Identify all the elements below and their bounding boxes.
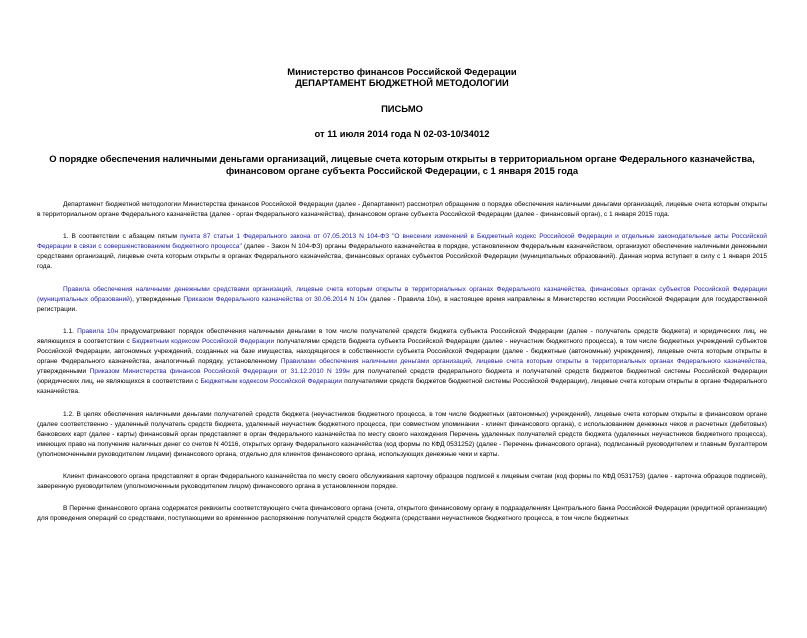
paragraph-1-1: [37, 327, 767, 398]
document-type: ПИСЬМО: [381, 103, 423, 114]
text: получателями средств бюджета субъекта Российской Федерации (далее - неучастник бюджетного процесса), в том числе бюджетных учреждений субъектов Российской Федерации, автономных учреждений, созданных на базе имущества, находящегося в собственности субъекта Российской Федерации (далее - бюджетные (автономные) учреждения), лицевые счета которым открыты в органе Федерального казначейства, аналогичный порядку, установленному: [37, 337, 767, 366]
rules-10n-link[interactable]: Правила 10н: [77, 327, 118, 335]
paragraph-1: [37, 232, 767, 272]
paragraph-list: В Перечне финансового органа содержатся реквизиты соответствующего счета финансового органа (счета, открытого финансовому органу в подразделениях Центрального банка Российской Федерации (кредитной организации) для проведения операций со средствами, поступающими во временное распоряжение получателей средств бюджета (средствами неучастников бюджетного процесса, в том числе бюджетных: [37, 505, 767, 523]
document-page: [0, 67, 807, 638]
text: , утвержденные: [132, 295, 184, 303]
text: , утвержденными: [37, 358, 767, 376]
document-title: О порядке обеспечения наличными деньгами организаций, лицевые счета которым открыты в территориальном органе Федерального казначейства, финансовом органе субъекта Российской Федерации, с 1 января 2015 года: [49, 153, 755, 176]
order-199n-link[interactable]: Приказом Министерства финансов Российской Федерации от 31.12.2010 N 199н: [89, 368, 350, 376]
text: 1.1.: [63, 327, 78, 335]
paragraph-2: [37, 285, 767, 315]
text: получателями средств бюджетов бюджетной системы Российской Федерации), лицевые счета которым открыты в органе Федерального казначейства.: [37, 378, 767, 396]
document-date-number: от 11 июля 2014 года N 02-03-10/34012: [314, 127, 490, 139]
paragraph-1-2: 1.2. В целях обеспечения наличными деньгами получателей средств бюджета (неучастников бюджетного процесса, в том числе бюджетных (автономных) учреждений), лицевые счета которым открыты в финансовом органе (далее соответственно - удаленный получатель средств бюджета, удаленный неучастник бюджетного процесса, при совместном упоминании - клиент финансового органа), с использованием денежных чеков и расчетных (дебетовых) банковских карт (далее - карты) финансовый орган представляет в орган Федерального казначейства по месту своего нахождения Перечень удаленных получателей средств бюджета (удаленных неучастников бюджетного процесса), имеющих право на получение наличных денег со счетов N 40116, открытых органу Федерального казначейства (код формы по КФД 0531252) (далее - Перечень финансового органа), подписанный руководителем и главным бухгалтером (уполномоченными руководителем лицами) финансового органа, отдельно для клиентов финансового органа, использующих денежные чеки и карты.: [37, 410, 767, 458]
text: предусматривают порядок обеспечения наличными деньгами в том числе получателей средств бюджета субъекта Российской Федерации (далее - получатель средств бюджета) и юридических лиц, не являющихся в соответствии с: [37, 327, 767, 345]
paragraph-intro: Департамент бюджетной методологии Министерства финансов Российской Федерации (далее - Департамент) рассмотрел обращение о порядке обеспечения наличными деньгами организаций, лицевые счета которым открыты в территориальном органе Федерального казначейства (далее - орган Федерального казначейства), финансовом органе субъекта Российской Федерации (далее - финансовый орган), с 1 января 2015 года.: [37, 201, 767, 219]
law-104-fz-link[interactable]: пункта 87 статьи 1 Федерального закона от 07.05.2013 N 104-ФЗ "О внесении изменений в Бюджетный кодекс Российской Федерации и отдельные законодательные акты Российской Федерации в связи с совершенствованием бюджетного процесса": [37, 233, 767, 251]
budget-code-link[interactable]: Бюджетным кодексом Российской Федерации: [132, 337, 275, 345]
text: (далее - Правила 10н), в настоящее время направлены в Министерство юстиции Российской Федерации для государственной регистрации.: [37, 295, 768, 313]
text: для получателей средств федерального бюджета и получателей средств бюджетов бюджетной системы Российской Федерации (юридических лиц, не являющихся в соответствии с: [37, 368, 768, 386]
rules-cash-link[interactable]: Правилами обеспечения наличными деньгами организаций, лицевые счета которым открыты в территориальных органах Федерального казначейства: [280, 358, 766, 366]
department-name: ДЕПАРТАМЕНТ БЮДЖЕТНОЙ МЕТОДОЛОГИИ: [295, 76, 509, 88]
paragraph-client: Клиент финансового органа представляет в орган Федерального казначейства по месту своего обслуживания карточку образцов подписей к лицевым счетам (код формы по КФД 0531753) (далее - карточка образцов подписей), заверенную руководителем (уполномоченным руководителем лицом) финансового органа в установленном порядке.: [37, 472, 767, 491]
budget-code-link[interactable]: Бюджетным кодексом Российской Федерации: [200, 378, 342, 386]
order-10n-link[interactable]: Приказом Федерального казначейства от 30.06.2014 N 10н: [183, 295, 368, 303]
ministry-name: Министерство финансов Российской Федерации: [287, 66, 517, 77]
rules-10n-link[interactable]: Правила обеспечения наличными денежными средствами организаций, лицевые счета которым открыты в территориальных органах Федерального казначейства, финансовых органах субъектов Российской Федерации (муниципальных образований): [37, 285, 767, 303]
text: (далее - Закон N 104-ФЗ) органы Федерального казначейства в порядке, установленном Федеральным казначейством, организуют обеспечение наличными денежными средствами организаций, лицевые счета которым открыты в органах Федерального казначейства, финансовых органах субъектов Российской Федерации (муниципальных образований). Данная норма вступает в силу с 1 января 2015 года.: [37, 243, 767, 271]
text: 1. В соответствии с абзацем пятым: [63, 233, 181, 241]
